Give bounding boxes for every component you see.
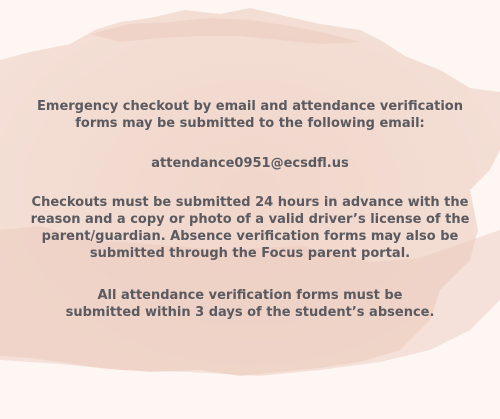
checkout-line-2: reason and a copy or photo of a valid driver’s license of the <box>30 212 470 227</box>
email-text[interactable]: attendance0951@ecsdfl.us <box>151 156 349 171</box>
checkout-line-4: submitted through the Focus parent portal. <box>89 246 411 261</box>
checkout-rules-paragraph <box>20 194 480 262</box>
deadline-line-1: All attendance verification forms must be <box>97 288 403 303</box>
intro-paragraph <box>20 98 480 132</box>
deadline-line-2: submitted within 3 days of the student’s absence. <box>65 305 435 320</box>
email-address[interactable] <box>20 155 480 172</box>
deadline-paragraph <box>20 287 480 321</box>
checkout-line-1: Checkouts must be submitted 24 hours in advance with the <box>31 195 469 210</box>
checkout-line-3: parent/guardian. Absence verification forms may also be <box>41 229 459 244</box>
intro-line-1: Emergency checkout by email and attendance verification <box>37 99 463 114</box>
intro-line-2: forms may be submitted to the following email: <box>75 116 425 131</box>
